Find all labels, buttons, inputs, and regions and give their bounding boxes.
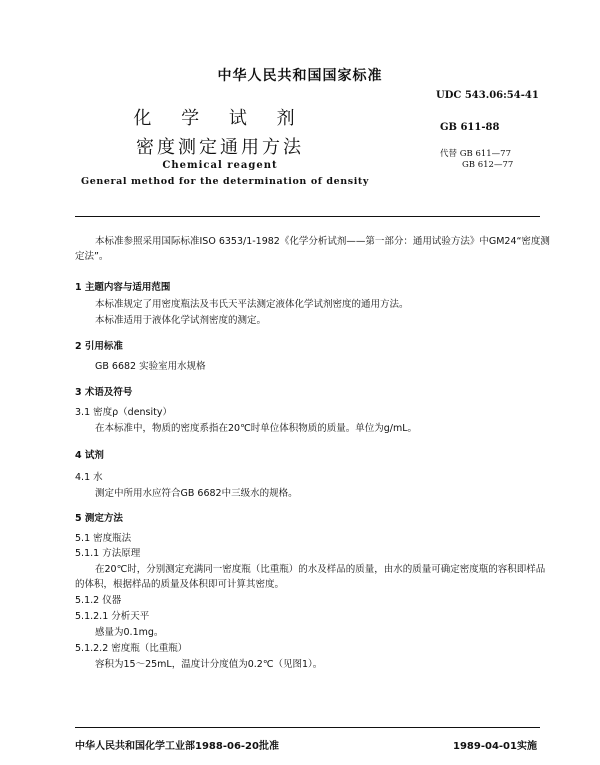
intro-paragraph: 本标准参照采用国际标准ISO 6353/1-1982《化学分析试剂——第一部分：通用试验方法》中GM24“密度测定法”。 <box>75 236 550 262</box>
english-title-line1: Chemical reagent <box>162 160 278 171</box>
section-4-heading: 4 试剂 <box>75 450 104 461</box>
section-3-1-para: 在本标准中，物质的密度系指在20℃时单位体积物质的质量。单位为g/mL。 <box>95 423 418 434</box>
header-divider <box>75 216 540 217</box>
english-title-line2: General method for the determination of density <box>80 176 370 187</box>
effective-date: 1989-04-01实施 <box>453 741 537 752</box>
replaces-block <box>440 149 513 171</box>
gb-number: GB 611-88 <box>440 122 500 133</box>
section-5-1-2-2-heading: 5.1.2.2 密度瓶（比重瓶） <box>75 643 188 654</box>
section-1-heading: 1 主题内容与适用范围 <box>75 282 171 293</box>
doc-title-line1: 化 学 试 剂 <box>133 108 307 129</box>
udc-code: UDC 543.06:54-41 <box>436 90 539 101</box>
section-5-1-1-para: 在20℃时，分别测定充满同一密度瓶（比重瓶）的水及样品的质量，由水的质量可确定密度瓶的容积即样品的体积，根据样品的质量及体积即可计算其密度。 <box>75 564 546 590</box>
section-5-1-heading: 5.1 密度瓶法 <box>75 533 132 544</box>
section-1-para-1: 本标准规定了用密度瓶法及韦氏天平法测定液体化学试剂密度的通用方法。 <box>95 299 409 310</box>
section-4-1-para: 测定中所用水应符合GB 6682中三级水的规格。 <box>95 488 298 499</box>
section-5-1-2-heading: 5.1.2 仪器 <box>75 595 122 606</box>
replaces-label: 代替 <box>440 149 458 159</box>
standard-org-title: 中华人民共和国国家标准 <box>217 68 383 84</box>
section-3-1-heading: 3.1 密度ρ（density） <box>75 407 172 418</box>
section-2-heading: 2 引用标准 <box>75 341 123 352</box>
section-5-1-1-heading: 5.1.1 方法原理 <box>75 548 141 559</box>
replaces-item-2: GB 612—77 <box>462 160 514 170</box>
section-1-para-2: 本标准适用于液体化学试剂密度的测定。 <box>95 315 267 326</box>
section-5-1-2-2-para: 容积为15～25mL，温度计分度值为0.2℃（见图1）。 <box>95 659 323 670</box>
footer-divider <box>75 727 540 728</box>
replaces-item-1: GB 611—77 <box>459 149 511 159</box>
section-5-1-2-1-heading: 5.1.2.1 分析天平 <box>75 611 150 622</box>
approval-note: 中华人民共和国化学工业部1988-06-20批准 <box>75 741 279 752</box>
doc-title-line2: 密度测定通用方法 <box>136 137 304 158</box>
section-5-heading: 5 测定方法 <box>75 513 123 524</box>
section-3-heading: 3 术语及符号 <box>75 387 133 398</box>
section-2-para-1: GB 6682 实验室用水规格 <box>95 361 206 372</box>
section-4-1-heading: 4.1 水 <box>75 472 103 483</box>
section-5-1-2-1-para: 感量为0.1mg。 <box>95 627 164 638</box>
